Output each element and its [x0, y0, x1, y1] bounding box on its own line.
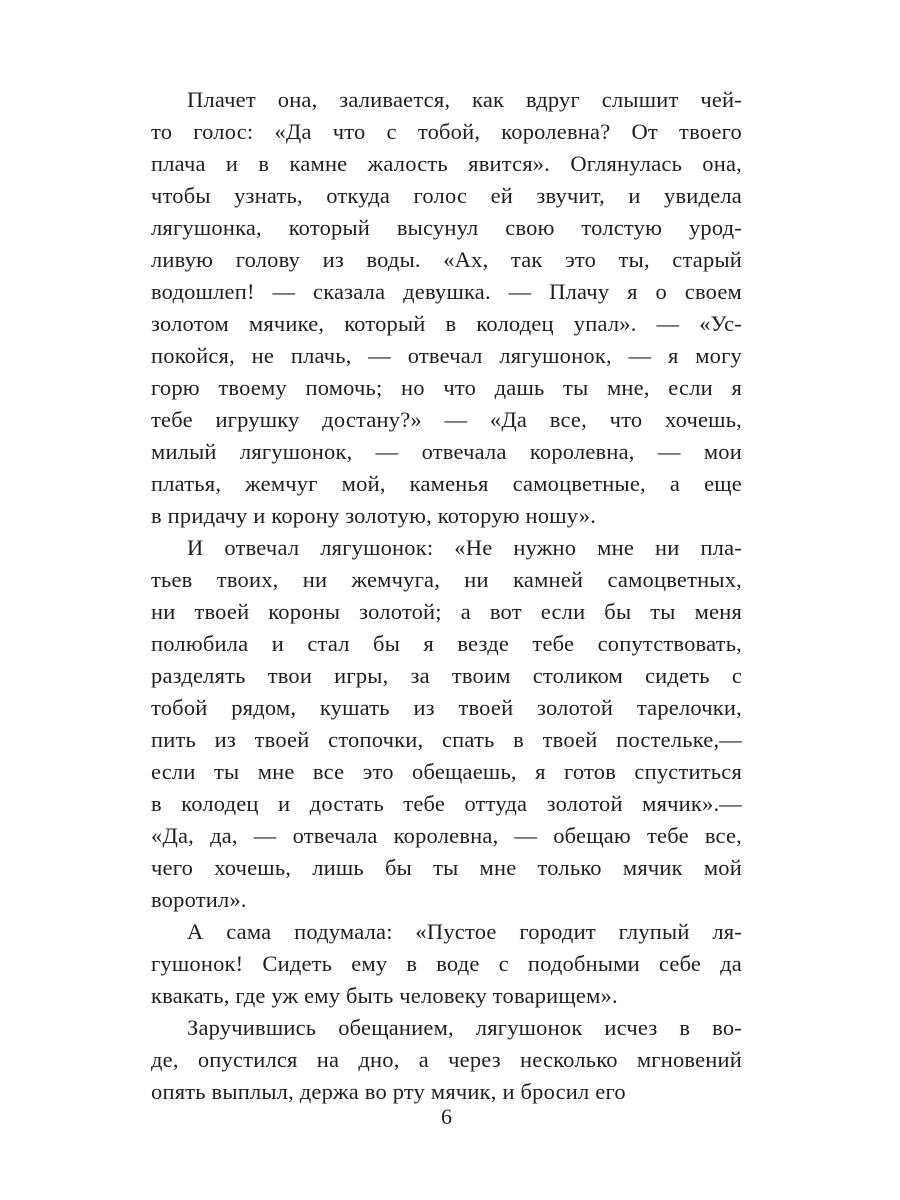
text-line: ливую голову из воды. «Ах, так это ты, старый: [151, 247, 742, 272]
text-line: воротил».: [151, 887, 247, 912]
text-line: лягушонка, который высунул свою толстую урод-: [151, 215, 742, 240]
text-line: полюбила и стал бы я везде тебе сопутствовать,: [151, 631, 742, 656]
text-line: чего хочешь, лишь бы ты мне только мячик мой: [151, 855, 742, 880]
text-line: А сама подумала: «Пустое городит глупый ля-: [187, 919, 742, 944]
text-line: ни твоей короны золотой; а вот если бы ты меня: [151, 599, 742, 624]
text-line: «Да, да, — отвечала королевна, — обещаю тебе все,: [151, 823, 742, 848]
page-number: 6: [441, 1104, 452, 1129]
text-line: плача и в камне жалость явится». Оглянулась она,: [151, 151, 742, 176]
page-text: [151, 84, 742, 1108]
text-line: в колодец и достать тебе оттуда золотой мячик».—: [151, 791, 742, 816]
text-line: де, опустился на дно, а через несколько мгновений: [151, 1047, 742, 1072]
text-line: тебе игрушку достану?» — «Да все, что хочешь,: [151, 407, 742, 432]
text-line: если ты мне все это обещаешь, я готов спуститься: [151, 759, 742, 784]
text-line: пить из твоей стопочки, спать в твоей постельке,—: [151, 727, 742, 752]
text-line: водошлеп! — сказала девушка. — Плачу я о своем: [151, 279, 742, 304]
text-line: разделять твои игры, за твоим столиком сидеть с: [151, 663, 742, 688]
text-line: платья, жемчуг мой, каменья самоцветные, а еще: [151, 471, 742, 496]
text-line: тобой рядом, кушать из твоей золотой тарелочки,: [151, 695, 742, 720]
text-line: И отвечал лягушонок: «Не нужно мне ни пла-: [187, 535, 742, 560]
text-line: чтобы узнать, откуда голос ей звучит, и увидела: [151, 183, 742, 208]
text-line: покойся, не плачь, — отвечал лягушонок, — я могу: [151, 343, 742, 368]
text-line: гушонок! Сидеть ему в воде с подобными себе да: [151, 951, 742, 976]
text-line: опять выплыл, держа во рту мячик, и бросил его: [151, 1079, 626, 1104]
text-line: милый лягушонок, — отвечала королевна, — мои: [151, 439, 742, 464]
text-line: квакать, где уж ему быть человеку товарищем».: [151, 983, 618, 1008]
text-line: в придачу и корону золотую, которую ношу».: [151, 503, 597, 528]
text-line: тьев твоих, ни жемчуга, ни камней самоцветных,: [151, 567, 742, 592]
text-line: то голос: «Да что с тобой, королевна? От твоего: [151, 119, 742, 144]
text-line: золотом мячике, который в колодец упал». — «Ус-: [151, 311, 742, 336]
text-line: Заручившись обещанием, лягушонок исчез в во-: [187, 1015, 742, 1040]
text-line: горю твоему помочь; но что дашь ты мне, если я: [151, 375, 742, 400]
text-line: Плачет она, заливается, как вдруг слышит чей-: [187, 87, 742, 112]
